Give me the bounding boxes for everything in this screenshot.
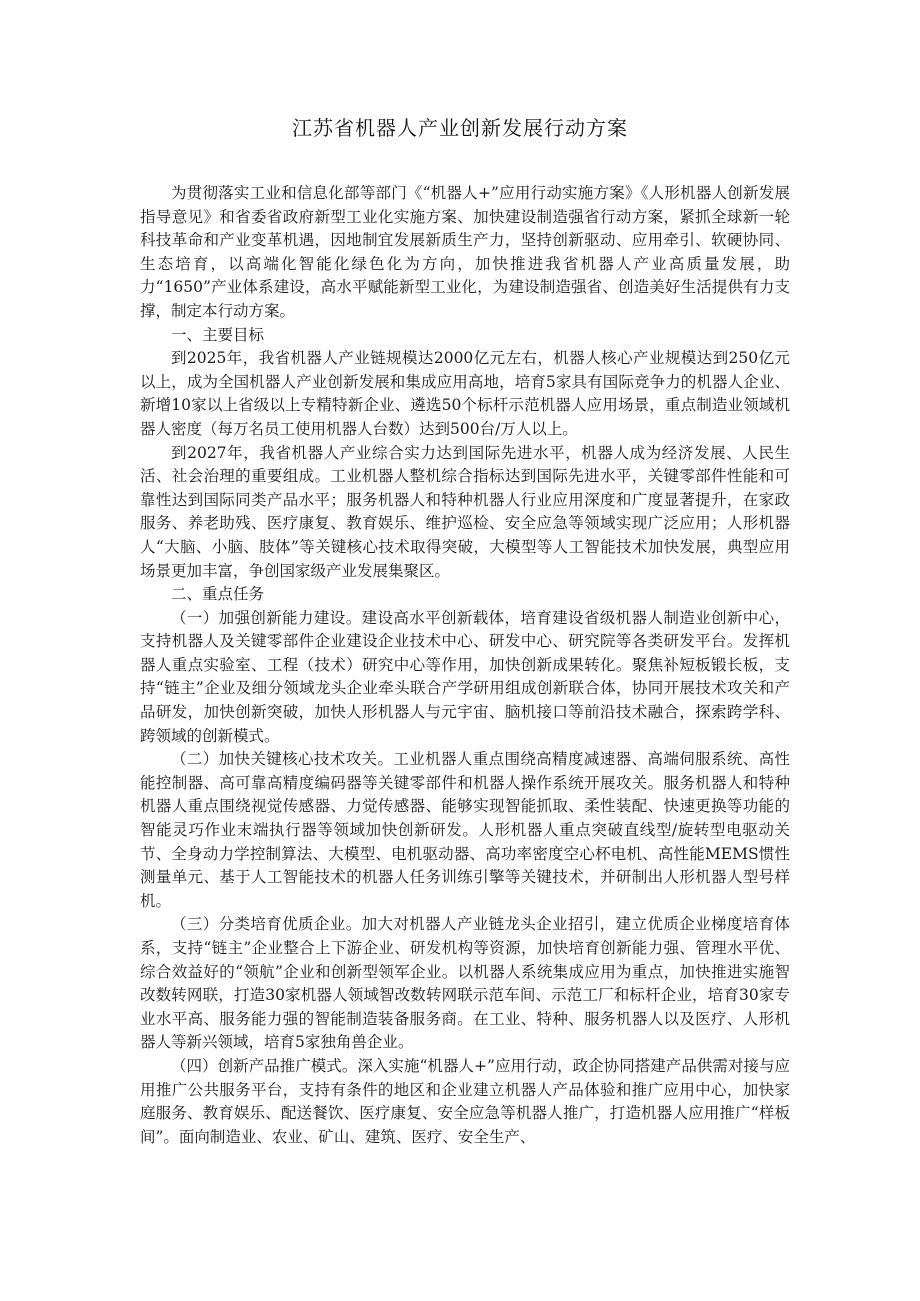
- task-3-paragraph: （三）分类培育优质企业。加大对机器人产业链龙头企业招引，建立优质企业梯度培育体系，支持“链主”企业整合上下游企业、研发机构等资源，加快培育创新能力强、管理水平优、综合效益好的“领航”企业和创新型领军企业。以机器人系统集成应用为重点，加快推进实施智改数转网联，打造30家机器人领域智改数转网联示范车间、示范工厂和标杆企业，培育30家专业水平高、服务能力强的智能制造装备服务商。在工业、特种、服务机器人以及医疗、人形机器人等新兴领域，培育5家独角兽企业。: [140, 915, 790, 1052]
- goal-2027-paragraph: 到2027年，我省机器人产业综合实力达到国际先进水平，机器人成为经济发展、人民生活、社会治理的重要组成。工业机器人整机综合指标达到国际先进水平，关键零部件性能和可靠性达到国际同类产品水平；服务机器人和特种机器人行业应用深度和广度显著提升，在家政服务、养老助残、医疗康复、教育娱乐、维护巡检、安全应急等领域实现广泛应用；人形机器人“大脑、小脑、肢体”等关键核心技术取得突破，大模型等人工智能技术加快发展，典型应用场景更加丰富，争创国家级产业发展集聚区。: [140, 443, 790, 580]
- section-heading-goals: 一、主要目标: [171, 325, 265, 344]
- intro-paragraph: 为贯彻落实工业和信息化部等部门《“机器人+”应用行动实施方案》《人形机器人创新发展指导意见》和省委省政府新型工业化实施方案、加快建设制造强省行动方案，紧抓全球新一轮科技革命和产业变革机遇，因地制宜发展新质生产力，坚持创新驱动、应用牵引、软硬协同、生态培育，以高端化智能化绿色化为方向，加快推进我省机器人产业高质量发展，助力“1650”产业体系建设，高水平赋能新型工业化，为建设制造强省、创造美好生活提供有力支撑，制定本行动方案。: [140, 184, 790, 320]
- document-title: 江苏省机器人产业创新发展行动方案: [292, 116, 628, 140]
- document-body: [140, 182, 790, 1149]
- section-heading-tasks: 二、重点任务: [171, 585, 265, 604]
- task-4-paragraph: （四）创新产品推广模式。深入实施“机器人+”应用行动，政企协同搭建产品供需对接与应用推广公共服务平台，支持有条件的地区和企业建立机器人产品体验和推广应用中心，加快家庭服务、教育娱乐、配送餐饮、医疗康复、安全应急等机器人推广，打造机器人应用推广“样板间”。面向制造业、农业、矿山、建筑、医疗、安全生产、: [140, 1056, 790, 1146]
- task-1-paragraph: （一）加强创新能力建设。建设高水平创新载体，培育建设省级机器人制造业创新中心，支持机器人及关键零部件企业建设企业技术中心、研发中心、研究院等各类研发平台。发挥机器人重点实验室、工程（技术）研究中心等作用，加快创新成果转化。聚焦补短板锻长板，支持“链主”企业及细分领域龙头企业牵头联合产学研用组成创新联合体，协同开展技术攻关和产品研发，加快创新突破，加快人形机器人与元宇宙、脑机接口等前沿技术融合，探索跨学科、跨领域的创新模式。: [140, 608, 790, 745]
- task-2-paragraph: （二）加快关键核心技术攻关。工业机器人重点围绕高精度减速器、高端伺服系统、高性能控制器、高可靠高精度编码器等关键零部件和机器人操作系统开展攻关。服务机器人和特种机器人重点围绕视觉传感器、力觉传感器、能够实现智能抓取、柔性装配、快速更换等功能的智能灵巧作业末端执行器等领域加快创新研发。人形机器人重点突破直线型/旋转型电驱动关节、全身动力学控制算法、大模型、电机驱动器、高功率密度空心杯电机、高性能MEMS惯性测量单元、基于人工智能技术的机器人任务训练引擎等关键技术，并研制出人形机器人型号样机。: [140, 750, 790, 910]
- goal-2025-paragraph: 到2025年，我省机器人产业链规模达2000亿元左右，机器人核心产业规模达到250亿元以上，成为全国机器人产业创新发展和集成应用高地，培育5家具有国际竞争力的机器人企业、新增10家以上省级以上专精特新企业、遴选50个标杆示范机器人应用场景，重点制造业领域机器人密度（每万名员工使用机器人台数）达到500台/万人以上。: [140, 349, 790, 438]
